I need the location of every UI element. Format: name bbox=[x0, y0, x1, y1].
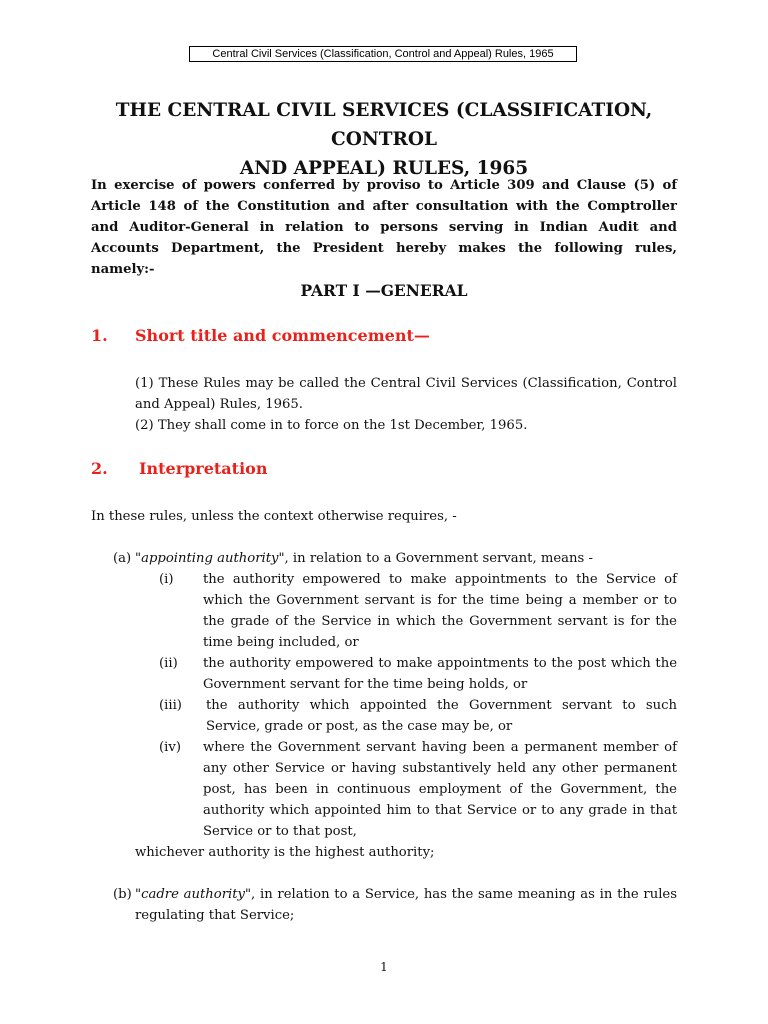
enacting-clause: In exercise of powers conferred by proviso to Article 309 and Clause (5) of Article 148 of the Constitution and after consultation with the Comptroller and Auditor-General in relation to persons serving in Indian Audit and Accounts Department, the President hereby makes the following rules, namely:- bbox=[91, 178, 677, 277]
item-iv-number: (iv) bbox=[159, 740, 181, 755]
page-number: 1 bbox=[380, 960, 388, 974]
clause-a-quote-open: " bbox=[135, 551, 142, 566]
item-i-number: (i) bbox=[159, 572, 174, 587]
section-1-number: 1. bbox=[91, 326, 108, 345]
title-line-2: AND APPEAL) RULES, 1965 bbox=[239, 158, 529, 179]
clause-a-term: appointing authority bbox=[141, 551, 279, 566]
section-1-title: Short title and commencement— bbox=[135, 326, 430, 345]
section-2-number: 2. bbox=[91, 459, 108, 478]
section-2-lead: In these rules, unless the context otherwise requires, - bbox=[91, 509, 457, 524]
part-heading: PART I —GENERAL bbox=[300, 281, 468, 300]
item-iv-text: where the Government servant having been a permanent member of any other Service or having substantively held any other permanent post, has been in continuous employment of the Government, the authority which appointed him to that Service or to any grade in that Service or to that post, bbox=[203, 740, 677, 839]
section-1-para-1: (1) These Rules may be called the Central Civil Services (Classification, Control and Appeal) Rules, 1965. bbox=[135, 376, 677, 412]
clause-a-rest: ", in relation to a Government servant, means - bbox=[278, 551, 593, 566]
section-2-title: Interpretation bbox=[139, 459, 268, 478]
clause-a-definition bbox=[135, 548, 677, 569]
item-i-text: the authority empowered to make appointments to the Service of which the Government servant is for the time being a member or to the grade of the Service in which the Government servant is for the time being included, or bbox=[203, 572, 677, 650]
item-iii-number: (iii) bbox=[159, 698, 182, 713]
clause-b-quote-open: " bbox=[135, 887, 142, 902]
clause-a-label: (a) bbox=[113, 551, 132, 566]
item-ii-text: the authority empowered to make appointments to the post which the Government servant for the time being holds, or bbox=[203, 656, 677, 692]
item-ii-number: (ii) bbox=[159, 656, 178, 671]
title-line-1: THE CENTRAL CIVIL SERVICES (CLASSIFICATION, CONTROL bbox=[115, 100, 653, 150]
clause-b-term: cadre authority bbox=[141, 887, 245, 902]
clause-b-label: (b) bbox=[113, 887, 132, 902]
running-header: Central Civil Services (Classification, Control and Appeal) Rules, 1965 bbox=[189, 46, 577, 62]
clause-a-closing: whichever authority is the highest authority; bbox=[135, 845, 435, 860]
clause-b-rest: ", in relation to a Service, has the same meaning as in the rules regulating that Service; bbox=[135, 887, 677, 923]
item-iii-text: the authority which appointed the Government servant to such Service, grade or post, as the case may be, or bbox=[206, 698, 677, 734]
section-1-para-2: (2) They shall come in to force on the 1st December, 1965. bbox=[135, 418, 528, 433]
clause-b-definition bbox=[135, 884, 677, 926]
document-title bbox=[80, 96, 688, 183]
